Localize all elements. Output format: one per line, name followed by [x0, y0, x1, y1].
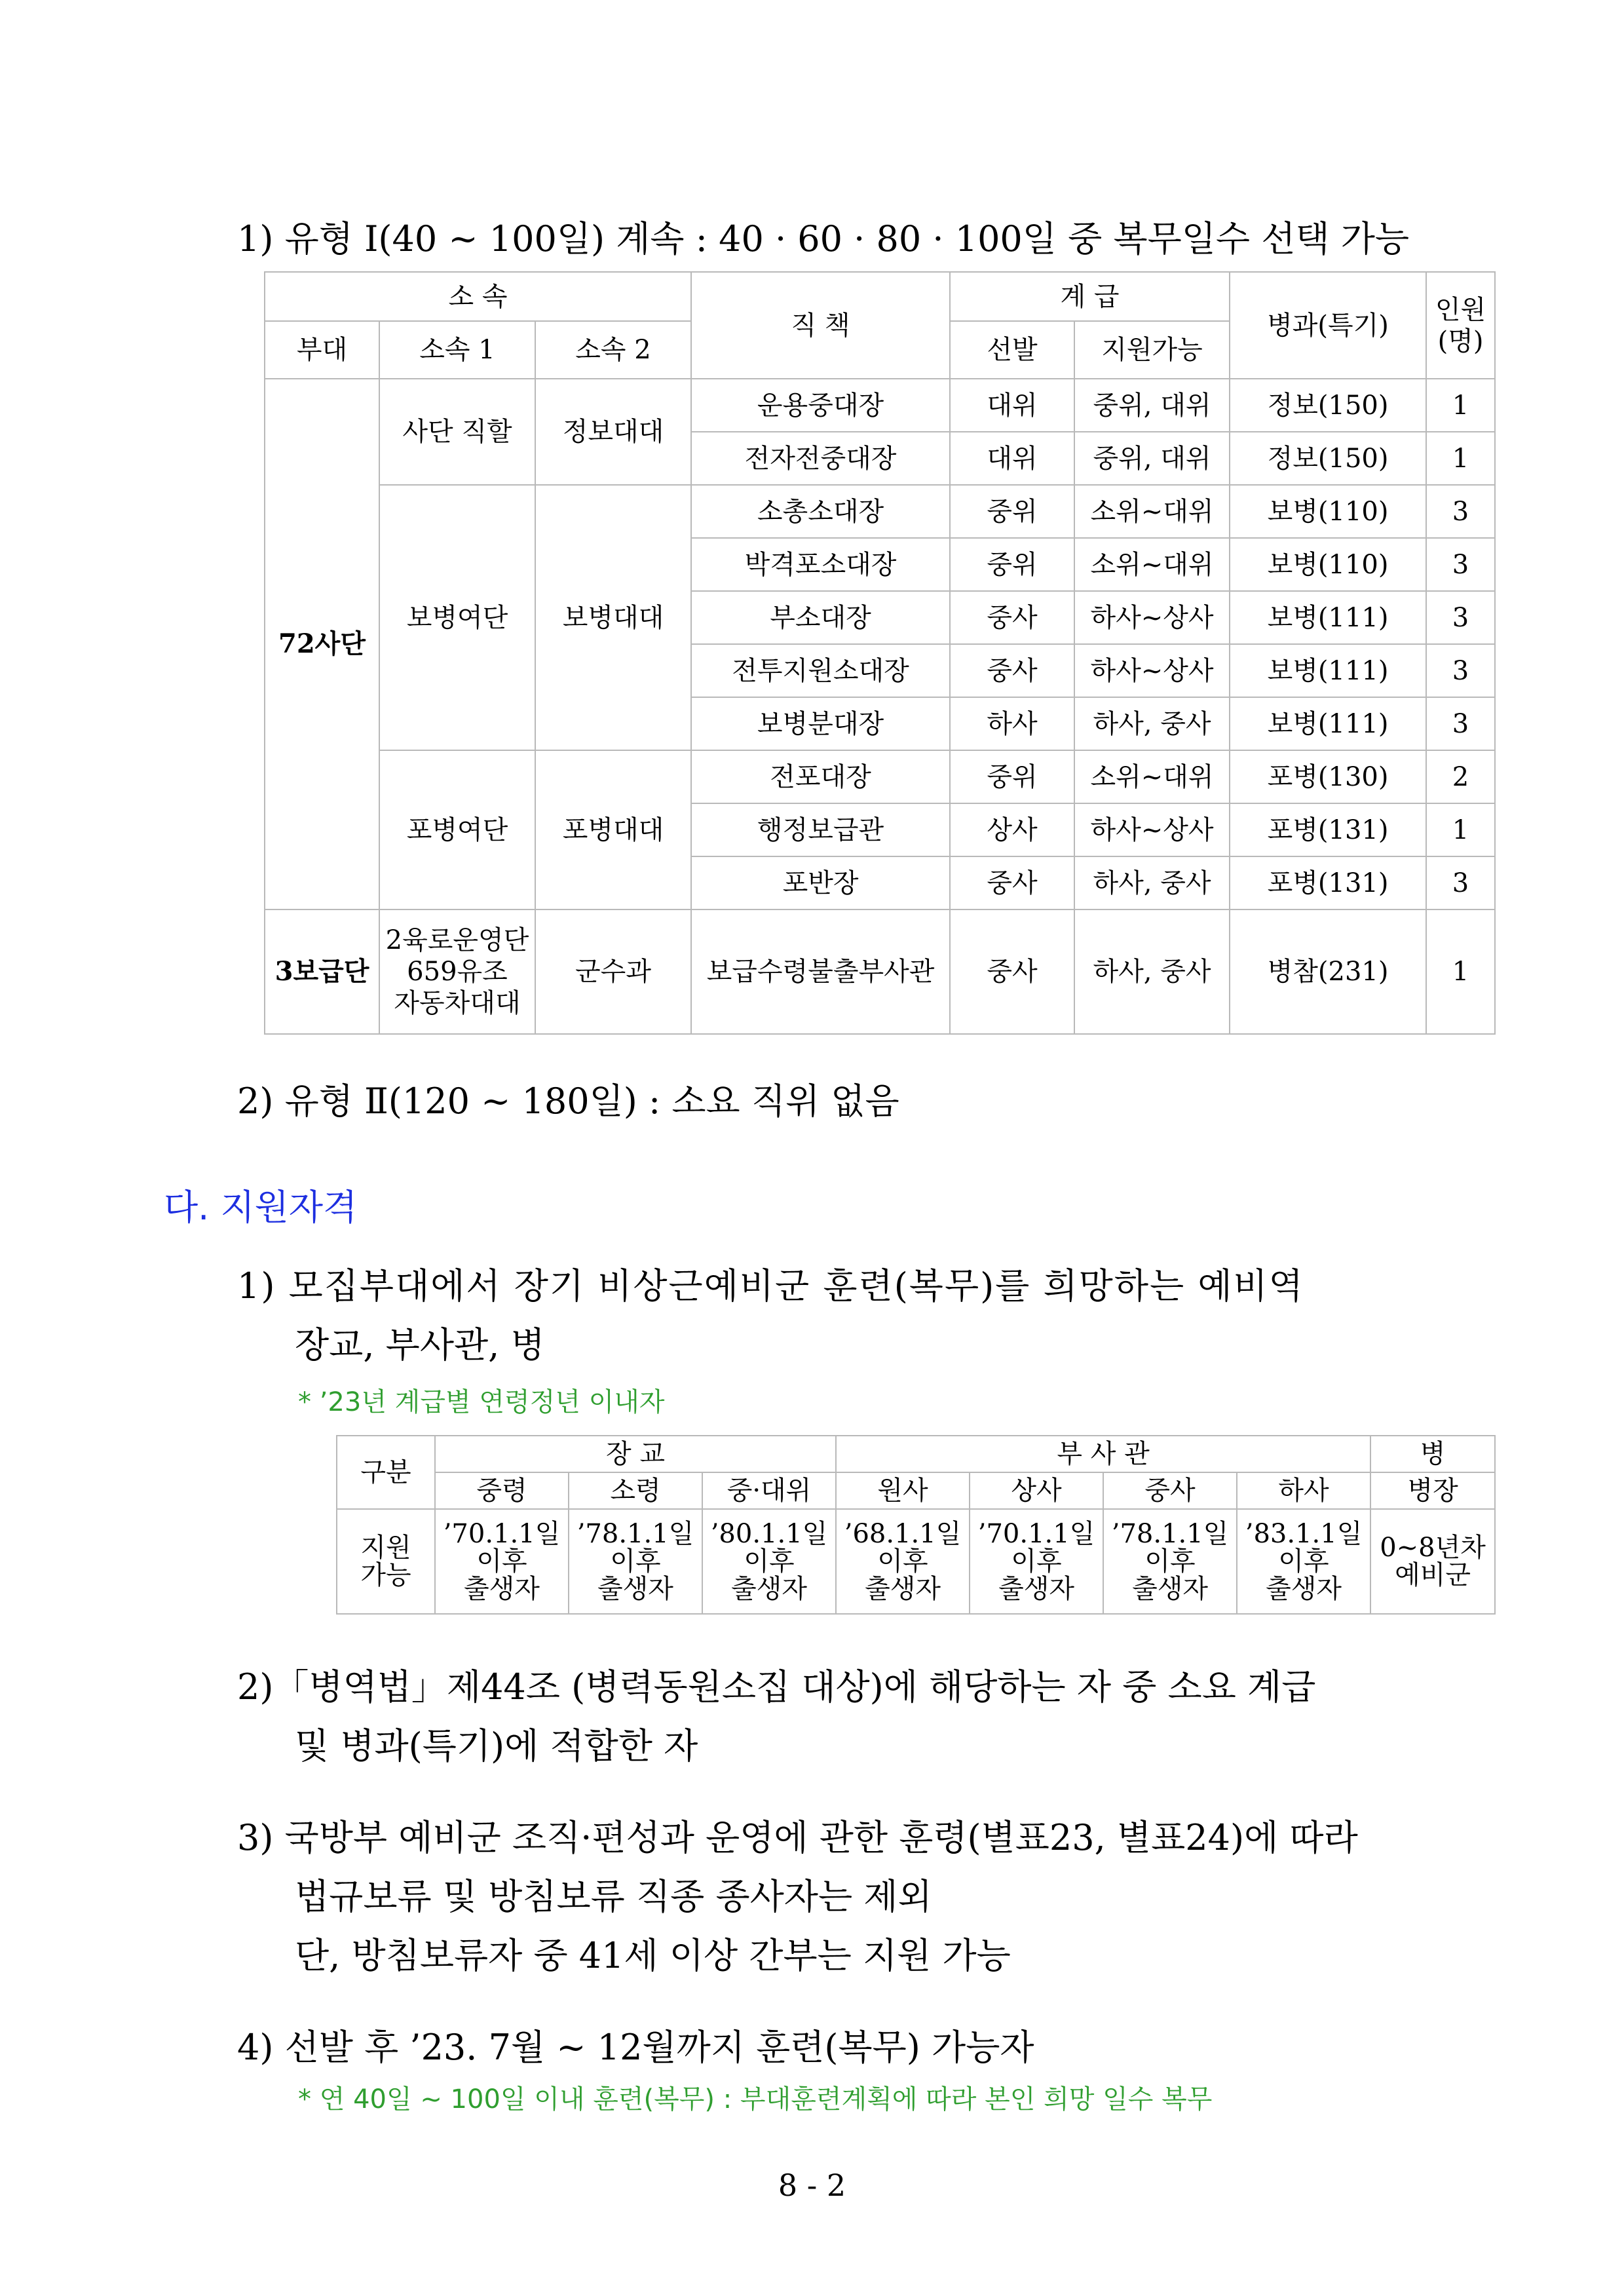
- sub1-infantry-brigade: 보병여단: [379, 485, 535, 750]
- row-duty: 보병분대장: [691, 697, 950, 750]
- row-branch: 정보(150): [1230, 379, 1426, 432]
- row-count: 1: [1426, 909, 1495, 1034]
- sub2-infantry-battalion: 보병대대: [535, 485, 691, 750]
- item1-line2: 장교, 부사관, 병: [295, 1324, 545, 1366]
- item1-note: * ’23년 계급별 연령정년 이내자: [298, 1387, 665, 1417]
- row-eligible-rank: 하사, 중사: [1074, 856, 1230, 909]
- row-eligible-rank: 하사~상사: [1074, 644, 1230, 697]
- header-sub2: 소속 2: [535, 321, 691, 379]
- row-eligible-rank: 소위~대위: [1074, 750, 1230, 803]
- sub1-supply-unit: 2육로운영단 659유조 자동차대대: [379, 909, 535, 1034]
- item2-line2: 및 병과(특기)에 적합한 자: [295, 1725, 698, 1767]
- row-branch: 보병(111): [1230, 697, 1426, 750]
- row-selected-rank: 대위: [950, 432, 1074, 485]
- row-eligible-rank: 하사~상사: [1074, 591, 1230, 644]
- row-duty: 부소대장: [691, 591, 950, 644]
- unit-72-division: 72사단: [265, 379, 379, 909]
- row-duty: 운용중대장: [691, 379, 950, 432]
- eligibility-cell: ’78.1.1일 이후 출생자: [569, 1509, 702, 1614]
- rank-master-sgt: 상사: [970, 1472, 1103, 1509]
- header-sub1: 소속 1: [379, 321, 535, 379]
- row-duty: 전투지원소대장: [691, 644, 950, 697]
- row-eligible-rank: 중위, 대위: [1074, 379, 1230, 432]
- header-rank: 계 급: [950, 272, 1230, 321]
- rank-sergeant: 병장: [1370, 1472, 1495, 1509]
- row-selected-rank: 상사: [950, 803, 1074, 856]
- age-limit-table: [336, 1435, 1496, 1615]
- row-duty: 전자전중대장: [691, 432, 950, 485]
- row-branch: 보병(111): [1230, 591, 1426, 644]
- header-affiliation: 소 속: [265, 272, 691, 321]
- eligibility-cell: ’78.1.1일 이후 출생자: [1103, 1509, 1237, 1614]
- unit-3rd-supply: 3보급단: [265, 909, 379, 1034]
- row-branch: 보병(111): [1230, 644, 1426, 697]
- row-selected-rank: 중위: [950, 485, 1074, 538]
- eligibility-cell: ’70.1.1일 이후 출생자: [435, 1509, 569, 1614]
- item3-line3: 단, 방침보류자 중 41세 이상 간부는 지원 가능: [295, 1935, 1011, 1976]
- header-officer: 장 교: [435, 1436, 836, 1472]
- sub2-intel-battalion: 정보대대: [535, 379, 691, 485]
- header-unit: 부대: [265, 321, 379, 379]
- header-selected: 선발: [950, 321, 1074, 379]
- row-label-eligible: 지원 가능: [337, 1509, 435, 1614]
- header-count: 인원 (명): [1426, 272, 1495, 379]
- row-duty: 전포대장: [691, 750, 950, 803]
- row-count: 1: [1426, 432, 1495, 485]
- row-branch: 병참(231): [1230, 909, 1426, 1034]
- row-branch: 보병(110): [1230, 485, 1426, 538]
- row-eligible-rank: 하사, 중사: [1074, 697, 1230, 750]
- row-selected-rank: 대위: [950, 379, 1074, 432]
- rank-captain-lt: 중·대위: [702, 1472, 836, 1509]
- header-eligible: 지원가능: [1074, 321, 1230, 379]
- row-duty: 소총소대장: [691, 485, 950, 538]
- row-selected-rank: 중사: [950, 909, 1074, 1034]
- header-branch: 병과(특기): [1230, 272, 1426, 379]
- row-count: 3: [1426, 644, 1495, 697]
- item4-line1: 4) 선발 후 ’23. 7월 ~ 12월까지 훈련(복무) 가능자: [237, 2027, 1034, 2068]
- rank-staff-sgt: 하사: [1237, 1472, 1370, 1509]
- row-eligible-rank: 하사~상사: [1074, 803, 1230, 856]
- row-count: 3: [1426, 856, 1495, 909]
- eligibility-cell: ’70.1.1일 이후 출생자: [970, 1509, 1103, 1614]
- row-count: 3: [1426, 591, 1495, 644]
- row-duty: 포반장: [691, 856, 950, 909]
- row-branch: 포병(131): [1230, 856, 1426, 909]
- row-duty: 행정보급관: [691, 803, 950, 856]
- row-selected-rank: 중사: [950, 644, 1074, 697]
- row-branch: 포병(130): [1230, 750, 1426, 803]
- row-eligible-rank: 중위, 대위: [1074, 432, 1230, 485]
- header-nco: 부 사 관: [836, 1436, 1370, 1472]
- sub1-artillery-brigade: 포병여단: [379, 750, 535, 909]
- row-selected-rank: 중사: [950, 591, 1074, 644]
- row-eligible-rank: 하사, 중사: [1074, 909, 1230, 1034]
- item4-note: * 연 40일 ~ 100일 이내 훈련(복무) : 부대훈련계획에 따라 본인 희망 일수 복무: [298, 2084, 1213, 2114]
- header-category: 구분: [337, 1436, 435, 1509]
- row-selected-rank: 중사: [950, 856, 1074, 909]
- rank-major: 소령: [569, 1472, 702, 1509]
- row-branch: 포병(131): [1230, 803, 1426, 856]
- header-duty: 직 책: [691, 272, 950, 379]
- rank-sgt-first-class: 중사: [1103, 1472, 1237, 1509]
- item2-line1: 2)「병역법」제44조 (병력동원소집 대상)에 해당하는 자 중 소요 계급: [237, 1666, 1316, 1708]
- rank-lt-colonel: 중령: [435, 1472, 569, 1509]
- row-eligible-rank: 소위~대위: [1074, 485, 1230, 538]
- section2-heading: 2) 유형 Ⅱ(120 ~ 180일) : 소요 직위 없음: [237, 1081, 899, 1122]
- section-da-heading: 다. 지원자격: [164, 1187, 358, 1228]
- eligibility-cell: ’68.1.1일 이후 출생자: [836, 1509, 970, 1614]
- row-count: 3: [1426, 485, 1495, 538]
- row-count: 3: [1426, 538, 1495, 591]
- sub1-division-hq: 사단 직할: [379, 379, 535, 485]
- row-duty: 보급수령불출부사관: [691, 909, 950, 1034]
- page-number: 8 - 2: [778, 2168, 846, 2203]
- row-branch: 보병(110): [1230, 538, 1426, 591]
- row-count: 1: [1426, 379, 1495, 432]
- sub2-artillery-battalion: 포병대대: [535, 750, 691, 909]
- row-selected-rank: 중위: [950, 538, 1074, 591]
- row-duty: 박격포소대장: [691, 538, 950, 591]
- eligibility-cell: ’80.1.1일 이후 출생자: [702, 1509, 836, 1614]
- item3-line2: 법규보류 및 방침보류 직종 종사자는 제외: [295, 1876, 932, 1917]
- row-eligible-rank: 소위~대위: [1074, 538, 1230, 591]
- item1-line1: 1) 모집부대에서 장기 비상근예비군 훈련(복무)를 희망하는 예비역: [237, 1265, 1304, 1307]
- row-selected-rank: 중위: [950, 750, 1074, 803]
- position-table: [264, 271, 1496, 1035]
- row-selected-rank: 하사: [950, 697, 1074, 750]
- item3-line1: 3) 국방부 예비군 조직·편성과 운영에 관한 훈령(별표23, 별표24)에 따라: [237, 1817, 1358, 1858]
- row-count: 1: [1426, 803, 1495, 856]
- eligibility-cell: 0~8년차 예비군: [1370, 1509, 1495, 1614]
- sub2-logistics: 군수과: [535, 909, 691, 1034]
- rank-sgt-major: 원사: [836, 1472, 970, 1509]
- header-soldier: 병: [1370, 1436, 1495, 1472]
- row-count: 2: [1426, 750, 1495, 803]
- row-branch: 정보(150): [1230, 432, 1426, 485]
- eligibility-cell: ’83.1.1일 이후 출생자: [1237, 1509, 1370, 1614]
- row-count: 3: [1426, 697, 1495, 750]
- section1-heading: 1) 유형 Ⅰ(40 ~ 100일) 계속 : 40 · 60 · 80 · 100일 중 복무일수 선택 가능: [237, 218, 1410, 259]
